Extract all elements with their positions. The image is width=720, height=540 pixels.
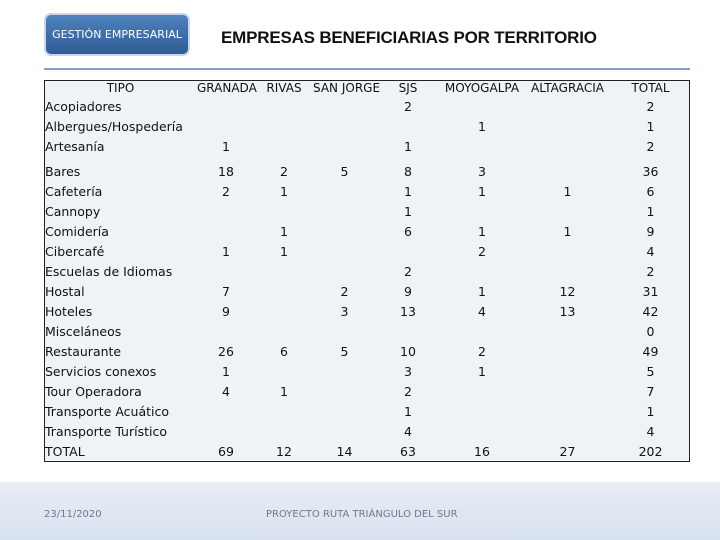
cell-value [313,116,376,136]
cell-value: 1 [478,363,486,379]
row-label: Misceláneos [45,323,122,339]
cell-value [376,321,440,341]
cell-value [197,421,255,441]
cell-value [255,261,313,281]
cell-value: 2 [478,243,486,259]
row-label: Albergues/Hospedería [45,118,183,134]
table-row [44,341,690,361]
cell-value [313,136,376,156]
cell-value [313,181,376,201]
row-label: Hostal [45,283,85,299]
row-label: Bares [45,163,81,179]
cell-value: 6 [646,183,655,199]
cell-value: 1 [222,138,230,154]
cell-value [440,261,524,281]
table-row [44,361,690,381]
cell-value [255,301,313,321]
cell-value: 1 [280,223,288,239]
cell-value: 1 [646,403,655,419]
row-label: Acopiadores [45,98,122,114]
table-row [44,301,690,321]
cell-value: 9 [222,303,230,319]
row-label: Transporte Turístico [45,423,167,439]
column-header: GRANADA [197,81,257,95]
cell-value [255,361,313,381]
cell-value [313,201,376,221]
cell-value [524,116,611,136]
cell-value [524,201,611,221]
cell-value: 3 [404,363,412,379]
cell-value: 18 [218,163,234,179]
cell-value [524,401,611,421]
row-label: Artesanía [45,138,105,154]
cell-value [376,116,440,136]
cell-value: 1 [280,243,288,259]
table-row [44,136,690,156]
cell-value: 1 [404,138,412,154]
cell-value [313,381,376,401]
cell-value [255,201,313,221]
table-row [44,181,690,201]
table-row [44,201,690,221]
cell-value: 2 [404,263,412,279]
cell-value: 0 [646,323,655,339]
cell-value: 7 [222,283,230,299]
cell-value [197,201,255,221]
cell-value: 1 [563,223,572,239]
cell-value [376,241,440,261]
cell-value: 1 [222,243,230,259]
cell-value: 1 [478,118,486,134]
cell-value: 12 [276,443,292,459]
footer-date: 23/11/2020 [44,509,102,520]
cell-value: 63 [400,443,416,459]
cell-value: 1 [404,183,412,199]
cell-value: 13 [400,303,416,319]
column-header: MOYOGALPA [444,81,520,95]
cell-value [255,401,313,421]
table-row [44,421,690,441]
cell-value [440,381,524,401]
cell-value [313,361,376,381]
cell-value [313,241,376,261]
cell-value: 10 [400,343,416,359]
cell-value: 12 [559,283,576,299]
cell-value [197,96,255,116]
cell-value: 1 [280,383,288,399]
cell-value: 9 [404,283,412,299]
table-row [44,401,690,421]
cell-value [524,136,611,156]
cell-value [440,136,524,156]
row-label: Escuelas de Idiomas [45,263,173,279]
cell-value: 8 [404,163,412,179]
cell-value [255,421,313,441]
cell-value [524,96,611,116]
cell-value: 4 [478,303,486,319]
cell-value [197,401,255,421]
cell-value: 31 [642,283,659,299]
cell-value [255,96,313,116]
page-title: EMPRESAS BENEFICIARIAS POR TERRITORIO [221,28,597,47]
cell-value: 5 [340,343,349,359]
row-label: TOTAL [45,443,85,459]
cell-value [197,321,255,341]
column-header: ALTAGRACIA [531,81,604,95]
cell-value: 202 [638,443,663,459]
row-label: Cannopy [45,203,101,219]
cell-value: 6 [404,223,412,239]
row-label: Servicios conexos [45,363,157,379]
cell-value [524,261,611,281]
cell-value: 1 [646,203,655,219]
cell-value [440,401,524,421]
cell-value [255,116,313,136]
cell-value: 3 [340,303,349,319]
footer-project: PROYECTO RUTA TRIÁNGULO DEL SUR [266,509,458,520]
cell-value [313,401,376,421]
cell-value [440,96,524,116]
table-row [44,241,690,261]
cell-value [440,321,524,341]
cell-value [524,341,611,361]
table-row [44,321,690,341]
cell-value [313,261,376,281]
cell-value: 16 [474,443,490,459]
column-header: RIVAS [266,81,302,95]
cell-value: 4 [646,423,655,439]
cell-value: 36 [642,163,659,179]
cell-value: 1 [404,403,412,419]
cell-value: 1 [563,183,572,199]
cell-value: 1 [646,118,655,134]
row-label: Cibercafé [45,243,105,259]
header-row [44,80,690,96]
cell-value [524,161,611,181]
table-row [44,281,690,301]
section-badge: GESTIÓN EMPRESARIAL [44,13,190,56]
table-row [44,221,690,241]
cell-value [255,281,313,301]
cell-value: 27 [559,443,576,459]
cell-value [255,136,313,156]
cell-value: 2 [280,163,288,179]
header-divider [44,68,690,70]
cell-value: 9 [646,223,655,239]
cell-value: 13 [559,303,576,319]
cell-value: 42 [642,303,659,319]
cell-value [524,381,611,401]
column-header: SJS [398,81,418,95]
row-label: Transporte Acuático [45,403,169,419]
cell-value: 1 [404,203,412,219]
table-row [44,261,690,281]
table-row [44,96,690,116]
cell-value: 2 [222,183,230,199]
cell-value: 1 [478,183,486,199]
cell-value: 4 [404,423,412,439]
cell-value: 49 [642,343,659,359]
cell-value [255,321,313,341]
row-label: Restaurante [45,343,122,359]
cell-value [313,421,376,441]
cell-value [313,96,376,116]
cell-value: 2 [404,383,412,399]
cell-value: 5 [340,163,349,179]
column-header: SAN JORGE [313,81,381,95]
total-row [44,441,690,461]
cell-value: 14 [336,443,353,459]
cell-value [524,361,611,381]
table-row [44,161,690,181]
cell-value [524,321,611,341]
row-label: Tour Operadora [45,383,142,399]
row-label: Comidería [45,223,109,239]
row-label: Hoteles [45,303,93,319]
cell-value: 7 [646,383,655,399]
cell-value: 1 [478,283,486,299]
cell-value: 2 [478,343,486,359]
row-label: Cafetería [45,183,103,199]
cell-value [313,321,376,341]
cell-value [524,241,611,261]
cell-value: 5 [646,363,655,379]
cell-value: 4 [222,383,230,399]
column-header: TOTAL [631,81,670,95]
column-header: TIPO [106,81,135,95]
cell-value: 2 [646,98,655,114]
cell-value [524,421,611,441]
cell-value [197,221,255,241]
cell-value: 4 [646,243,655,259]
cell-value [197,261,255,281]
cell-value: 2 [340,283,349,299]
cell-value: 1 [222,363,230,379]
cell-value [197,116,255,136]
cell-value: 1 [478,223,486,239]
cell-value [440,421,524,441]
cell-value: 3 [478,163,486,179]
cell-value [313,221,376,241]
cell-value: 1 [280,183,288,199]
cell-value [440,201,524,221]
table-row [44,381,690,401]
cell-value: 6 [280,343,288,359]
cell-value: 2 [646,263,655,279]
cell-value: 69 [218,443,234,459]
cell-value: 2 [646,138,655,154]
cell-value: 2 [404,98,412,114]
cell-value: 26 [218,343,234,359]
table-row [44,116,690,136]
beneficiaries-table [44,80,690,461]
